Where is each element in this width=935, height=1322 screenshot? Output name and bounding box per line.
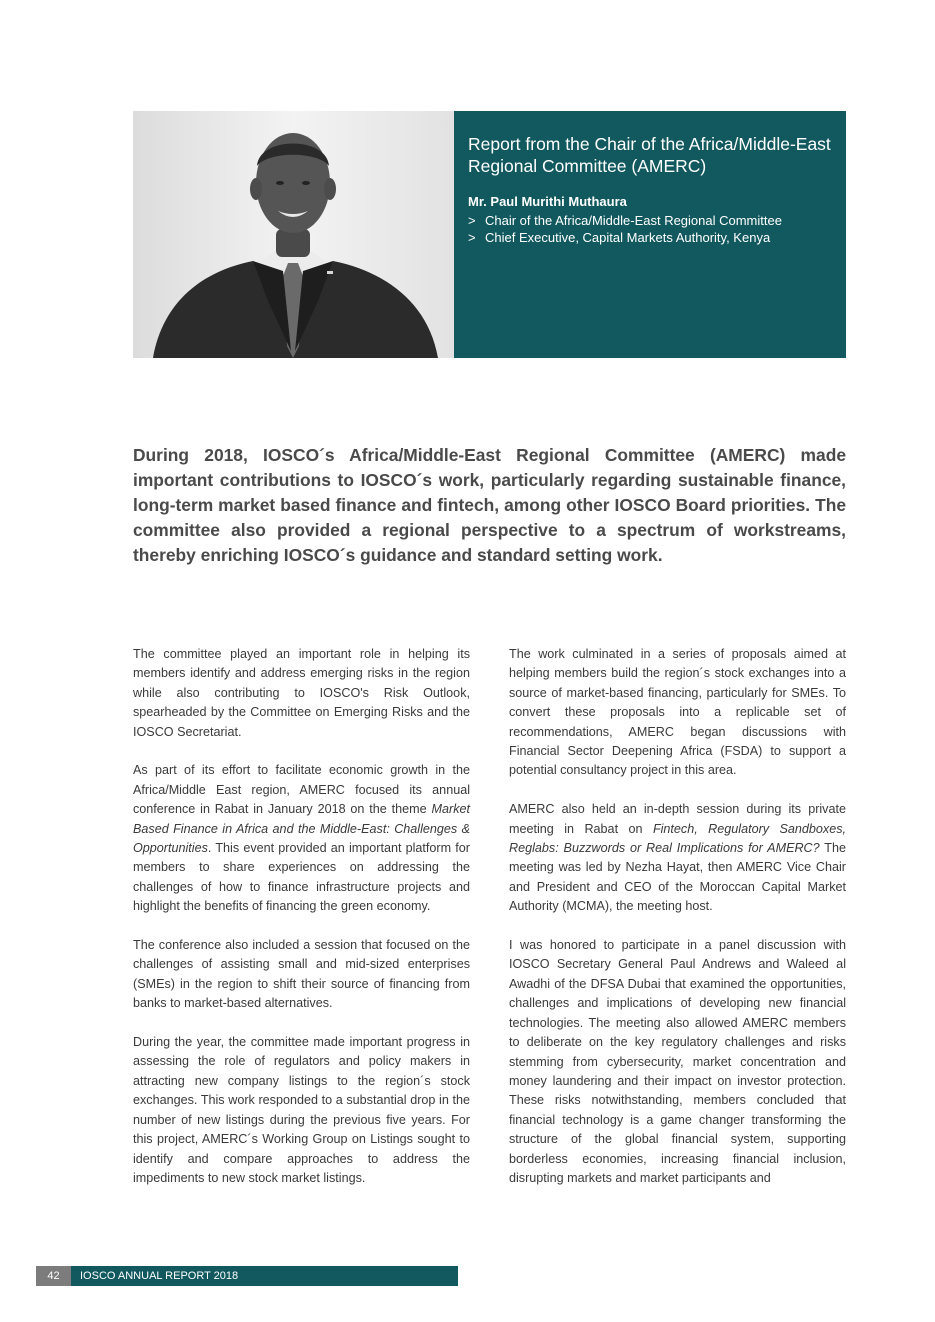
header-panel — [454, 111, 846, 358]
page-footer — [36, 1266, 458, 1286]
body-paragraph: The committee played an important role in helping its members identify and address emerging risks in the region while also contributing to IOSCO's Risk Outlook, spearheaded by the Committee on Emerging Risks and the IOSCO Secretariat. — [133, 647, 470, 739]
body-paragraph: The work culminated in a series of proposals aimed at helping members build the region´s stock exchanges into a source of market-based financing, particularly for SMEs. To convert these proposals into a replicable set of recommendations, AMERC began discussions with Financial Sector Deepening Africa (FSDA) to support a potential consultancy project in this area. — [509, 647, 846, 778]
body-text: As part of its effort to facilitate economic growth in the Africa/Middle East region, AMERC focused its annual conference in Rabat in January 2018 on the theme — [133, 763, 470, 817]
role-line — [468, 212, 832, 229]
role-text: Chair of the Africa/Middle-East Regional Committee — [485, 213, 782, 228]
lead-paragraph: During 2018, IOSCO´s Africa/Middle-East Regional Committee (AMERC) made important contributions to IOSCO´s work, particularly regarding sustainable finance, long-term market based finance and fintech, among other IOSCO Board priorities. The committee also provided a regional perspective to a spectrum of workstreams, thereby enriching IOSCO´s guidance and standard setting work. — [133, 445, 846, 565]
body-text: . This event provided an important platform for members to share experiences on addressing the challenges of how to finance infrastructure projects and highlight the benefits of financing the green economy. — [133, 841, 470, 914]
session-title: Fintech, Regulatory Sandboxes, Reglabs: Buzzwords or Real Implications for AMERC? — [509, 821, 847, 856]
running-title: IOSCO ANNUAL REPORT 2018 — [71, 1266, 458, 1286]
body-paragraph — [509, 800, 846, 916]
body-text: The meeting was led by Nezha Hayat, then AMERC Vice Chair and President and CEO of the Moroccan Capital Market Authority (MCMA), the meeting host. — [509, 841, 846, 914]
right-column — [509, 645, 846, 1188]
role-marker: > — [468, 213, 476, 228]
body-paragraph: During the year, the committee made important progress in assessing the role of regulators and policy makers in attracting new company listings to the region´s stock exchanges. This work responded to a substantial drop in the number of new listings during the previous five years. For this project, AMERC´s Working Group on Listings sought to identify and compare approaches to address the impediments to new stock market listings. — [133, 1035, 470, 1185]
role-text: Chief Executive, Capital Markets Authority, Kenya — [485, 230, 771, 245]
left-column — [133, 645, 470, 1188]
page-number: 42 — [36, 1266, 71, 1286]
body-paragraph — [133, 761, 470, 916]
page-title: Report from the Chair of the Africa/Middle-East Regional Committee (AMERC) — [468, 134, 831, 176]
conference-theme: Market Based Finance in Africa and the Middle-East: Challenges & Opportunities — [133, 802, 470, 856]
header-banner — [133, 111, 846, 358]
body-paragraph: The conference also included a session that focused on the challenges of assisting small and mid-sized enterprises (SMEs) in the region to shift their source of financing from banks to market-based alternatives. — [133, 938, 470, 1011]
role-marker: > — [468, 230, 476, 245]
body-text: AMERC also held an in-depth session during its private meeting in Rabat on — [509, 802, 846, 836]
body-paragraph: I was honored to participate in a panel discussion with IOSCO Secretary General Paul Andrews and Waleed al Awadhi of the DFSA Dubai that examined the opportunities, challenges and implications of developing new financial technologies. The meeting also allowed AMERC members to deliberate on the key regulatory challenges and risks stemming from cybersecurity, market concentration and money laundering and their impact on investor protection. These risks notwithstanding, members concluded that financial technology is a game changer transforming the structure of the global financial system, supporting borderless economies, increasing financial inclusion, disrupting markets and market participants and — [509, 938, 846, 1185]
portrait-illustration — [133, 111, 454, 358]
chair-name: Mr. Paul Murithi Muthaura — [468, 194, 627, 209]
role-line — [468, 229, 832, 246]
portrait-photo — [133, 111, 454, 358]
